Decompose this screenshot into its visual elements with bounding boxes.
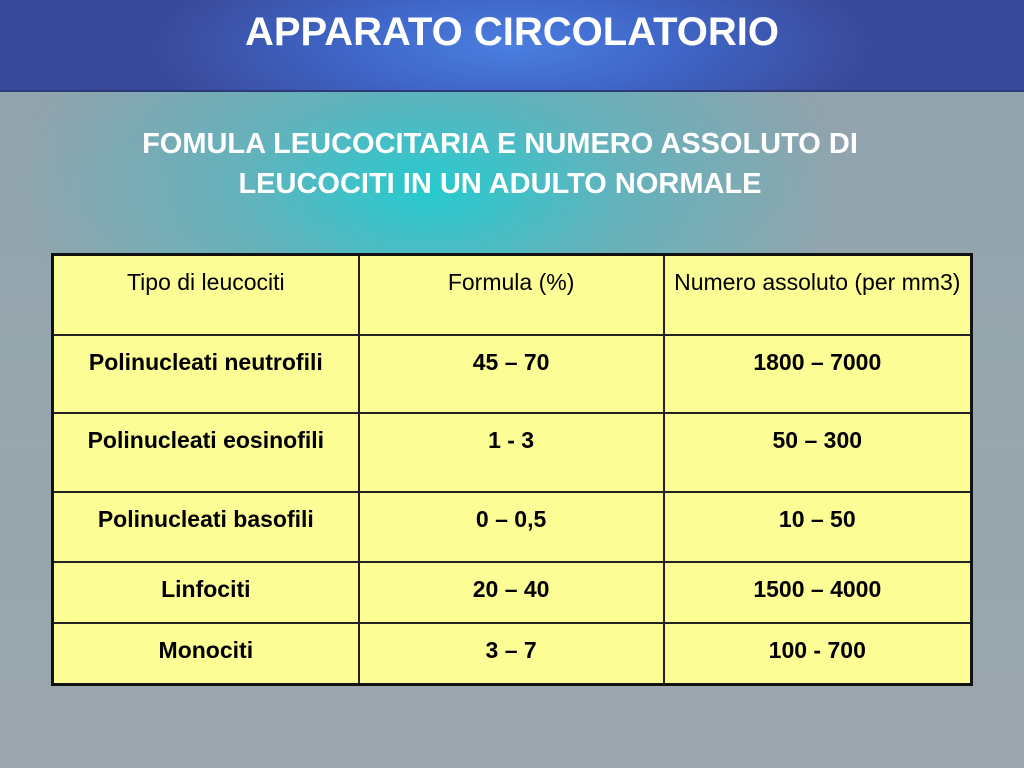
cell-formula: 45 – 70 xyxy=(359,335,664,413)
cell-formula: 20 – 40 xyxy=(359,562,664,623)
table-row xyxy=(53,562,972,623)
table-row xyxy=(53,335,972,413)
table-row xyxy=(53,413,972,492)
leucocyte-table xyxy=(51,253,973,686)
cell-absolute: 1500 – 4000 xyxy=(664,562,972,623)
title-bar xyxy=(0,0,1024,92)
table-row xyxy=(53,492,972,562)
slide-subtitle: FOMULA LEUCOCITARIA E NUMERO ASSOLUTO DI LEUCOCITI IN UN ADULTO NORMALE xyxy=(142,128,858,200)
cell-formula: 3 – 7 xyxy=(359,623,664,685)
slide-title: APPARATO CIRCOLATORIO xyxy=(244,10,780,54)
table-row xyxy=(53,623,972,685)
table-header-row xyxy=(53,255,972,335)
header-cell-formula: Formula (%) xyxy=(359,255,664,335)
cell-absolute: 1800 – 7000 xyxy=(664,335,972,413)
cell-formula: 0 – 0,5 xyxy=(359,492,664,562)
cell-absolute: 10 – 50 xyxy=(664,492,972,562)
cell-absolute: 50 – 300 xyxy=(664,413,972,492)
cell-type: Linfociti xyxy=(53,562,359,623)
cell-formula: 1 - 3 xyxy=(359,413,664,492)
cell-type: Polinucleati eosinofili xyxy=(53,413,359,492)
cell-type: Monociti xyxy=(53,623,359,685)
cell-absolute: 100 - 700 xyxy=(664,623,972,685)
cell-type: Polinucleati neutrofili xyxy=(53,335,359,413)
header-cell-absolute: Numero assoluto (per mm3) xyxy=(664,255,972,335)
header-cell-type: Tipo di leucociti xyxy=(53,255,359,335)
cell-type: Polinucleati basofili xyxy=(53,492,359,562)
